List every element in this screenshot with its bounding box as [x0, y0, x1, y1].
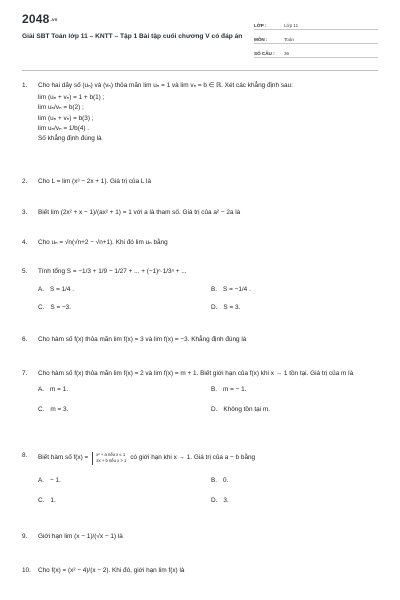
option-letter: C.	[38, 304, 45, 311]
info-row-class	[254, 16, 378, 30]
info-box	[254, 16, 378, 58]
question-text: Giới hạn lim (x − 1)/(√x − 1) là	[38, 533, 123, 540]
question-10	[22, 567, 380, 575]
question-number: 2.	[22, 178, 28, 185]
option-d[interactable]	[211, 304, 380, 312]
option-text: S = −3.	[50, 304, 72, 311]
option-a[interactable]	[38, 286, 211, 294]
document-title: Giải SBT Toán lớp 11 – KNTT – Tập 1 Bài tập cuối chương V có đáp án	[22, 33, 243, 40]
question-text: Cho hai dãy số (uₙ) và (vₙ) thỏa mãn lim uₙ = 1 và lim vₙ = b ∈ ℝ. Xét các khẳng định sau:	[38, 82, 293, 89]
piecewise-prefix: Biết hàm số f(x) =	[38, 454, 89, 462]
question-text: Cho hàm số f(x) thỏa mãn lim f(x) = 3 và lim f(x) = −3. Khẳng định đúng là	[38, 336, 247, 343]
question-number: 6.	[22, 336, 28, 343]
question-number: 4.	[22, 239, 28, 246]
piecewise-case: 2x + b nếu x > 1	[96, 458, 127, 464]
statement-item: lim uₙ/vₙ = b(2) ;	[38, 104, 84, 112]
info-label: MÔN :	[254, 37, 268, 43]
option-text: m = − 1.	[223, 386, 247, 393]
logo-text: 2048	[22, 12, 50, 26]
info-row-question-count	[254, 44, 378, 58]
option-text: S = 3.	[223, 304, 241, 311]
option-letter: B.	[211, 476, 218, 484]
logo-suffix: .vn	[50, 17, 58, 23]
option-letter: A.	[38, 476, 45, 484]
question-text: Tính tổng S = −1/3 + 1/9 − 1/27 + ... + (−1)ⁿ·1/3ⁿ + ...	[38, 268, 187, 275]
question-7	[22, 370, 380, 414]
option-letter: B.	[211, 386, 218, 393]
question-5	[22, 268, 380, 312]
option-b[interactable]	[211, 477, 380, 485]
option-b[interactable]	[211, 286, 380, 294]
question-number: 3.	[22, 209, 28, 216]
statement-item: lim (uₙ + vₙ) = b(3) ;	[38, 114, 94, 122]
question-number: 7.	[22, 370, 28, 377]
question-4	[22, 239, 380, 247]
option-text: m = 3.	[50, 406, 69, 413]
piecewise-suffix: có giới hạn khi x → 1. Giá trị của a − b bằng	[130, 454, 256, 462]
statement-item: lim uₙ/vₙ = 1/b(4) .	[38, 124, 90, 132]
question-text: Cho uₙ = √n(√n+2 − √n+1). Khi đó lim uₙ bằng	[38, 239, 168, 246]
option-text: 1.	[50, 496, 56, 504]
question-1	[22, 82, 380, 144]
question-text: Biết lim (2x² + x − 1)/(ax² + 1) = 1 với a là tham số. Giá trị của a² − 2a là	[38, 209, 241, 216]
answer-options	[38, 477, 380, 505]
piecewise-case: x² + a nếu x ≤ 1	[96, 452, 126, 457]
question-text	[38, 452, 380, 465]
option-text: S = 1/4 .	[50, 286, 75, 293]
option-text: 0.	[223, 476, 229, 484]
option-letter: D.	[211, 406, 218, 413]
option-letter: C.	[38, 496, 45, 504]
info-label: SỐ CÂU :	[254, 51, 275, 57]
info-value: 36	[284, 51, 290, 57]
option-letter: D.	[211, 304, 218, 311]
option-text: − 1.	[50, 476, 61, 484]
answer-options	[38, 286, 380, 312]
option-letter: A.	[38, 286, 45, 293]
question-9	[22, 533, 380, 541]
question-8	[22, 452, 380, 505]
option-d[interactable]	[211, 406, 380, 414]
option-c[interactable]	[38, 497, 211, 505]
option-text: Không tồn tại m.	[223, 406, 270, 413]
option-a[interactable]	[38, 386, 211, 394]
option-text: m = 1.	[50, 386, 68, 393]
option-c[interactable]	[38, 304, 211, 312]
question-number: 5.	[22, 268, 28, 275]
question-closing: Số khẳng định đúng là	[38, 135, 102, 142]
question-3	[22, 209, 380, 217]
info-value: Lớp 11	[284, 23, 299, 29]
question-number: 1.	[22, 82, 28, 89]
question-number: 8.	[22, 452, 28, 459]
question-number: 10.	[22, 567, 31, 574]
option-c[interactable]	[38, 406, 211, 414]
option-letter: D.	[211, 496, 218, 504]
option-text: S = −1/4 .	[223, 286, 251, 293]
option-a[interactable]	[38, 477, 211, 485]
question-6	[22, 336, 380, 344]
question-number: 9.	[22, 533, 28, 540]
info-value: Toán	[284, 37, 294, 43]
question-text: Cho hàm số f(x) thỏa mãn lim f(x) = 2 và lim f(x) = m + 1. Biết giới hạn của f(x) khi x → 1 tồn tại. Giá trị của m là	[38, 370, 354, 377]
piecewise-cases	[92, 452, 126, 465]
header-divider	[22, 70, 378, 71]
info-row-subject	[254, 30, 378, 44]
site-logo[interactable]	[22, 12, 58, 27]
option-d[interactable]	[211, 497, 380, 505]
answer-options	[38, 386, 380, 414]
info-label: LỚP :	[254, 23, 267, 29]
question-text: Cho L = lim (x³ − 2x + 1). Giá trị của L là	[38, 178, 152, 185]
option-letter: C.	[38, 406, 45, 413]
question-2	[22, 178, 380, 186]
option-text: 3.	[223, 496, 229, 504]
option-letter: B.	[211, 286, 218, 293]
option-letter: A.	[38, 386, 45, 393]
statement-item: lim (uₙ + vₙ) = 1 + b(1) ;	[38, 94, 105, 101]
statement-list	[38, 93, 380, 144]
question-text: Cho f(x) = (x² − 4)/(x − 2). Khi đó, giới hạn lim f(x) là	[38, 567, 185, 574]
option-b[interactable]	[211, 386, 380, 394]
